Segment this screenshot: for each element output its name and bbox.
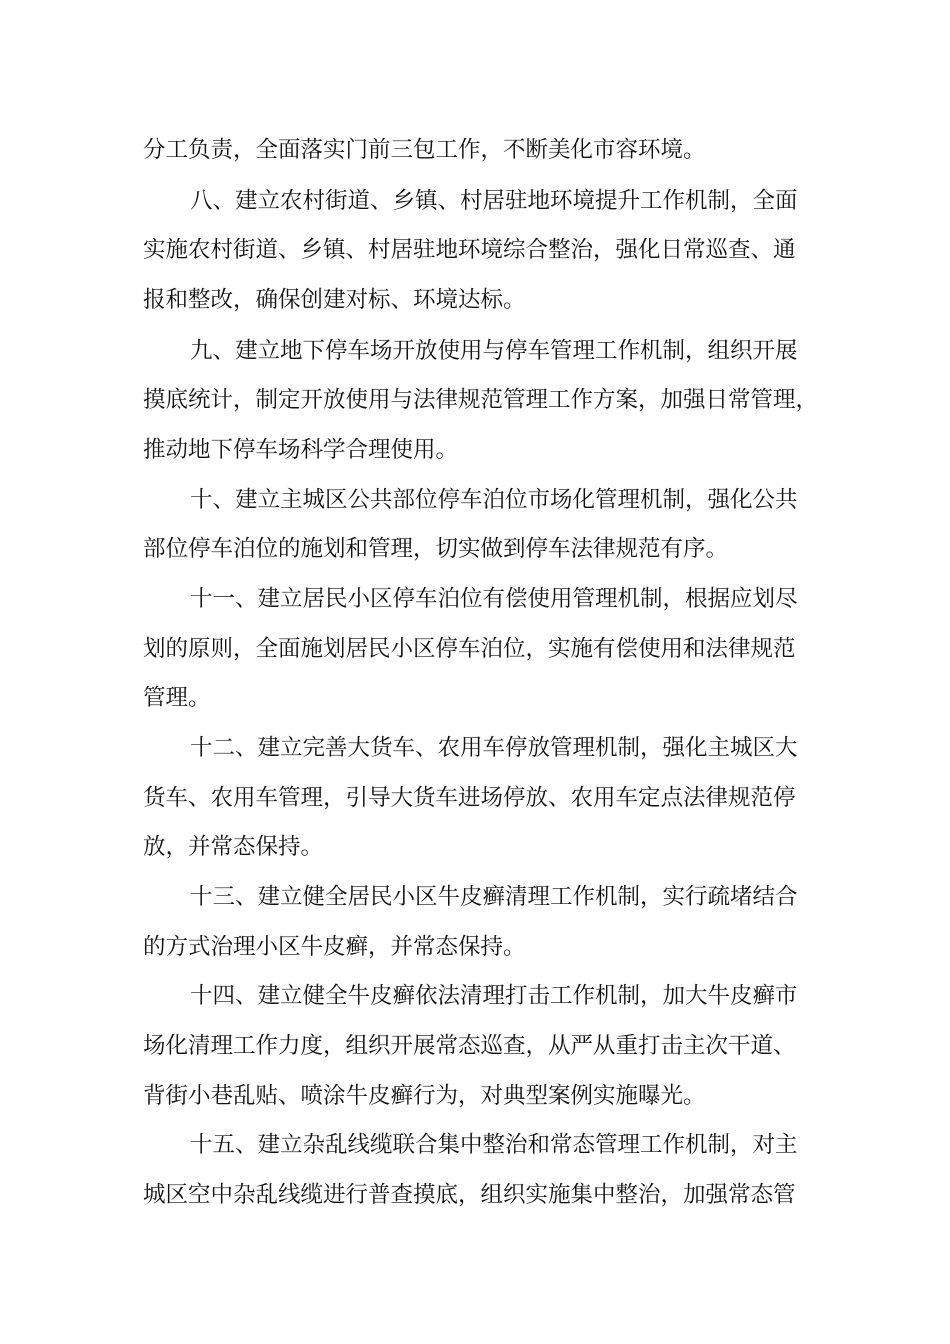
text-line: 划的原则，全面施划居民小区停车泊位，实施有偿使用和法律规范 xyxy=(143,636,796,662)
text-line: 货车、农用车管理，引导大货车进场停放、农用车定点法律规范停 xyxy=(143,785,796,811)
text-line: 部位停车泊位的施划和管理，切实做到停车法律规范有序。 xyxy=(143,536,729,562)
paragraph-14-line: 十四、建立健全牛皮癣依法清理打击工作机制，加大牛皮癣市 xyxy=(190,983,798,1009)
text-line: 分工负责，全面落实门前三包工作，不断美化市容环境。 xyxy=(143,137,706,163)
paragraph-12-line: 十二、建立完善大货车、农用车停放管理机制，强化主城区大 xyxy=(190,735,798,761)
text-line: 推动地下停车场科学合理使用。 xyxy=(143,437,459,463)
paragraph-8-line: 八、建立农村街道、乡镇、村居驻地环境提升工作机制，全面 xyxy=(190,188,798,214)
paragraph-9-line: 九、建立地下停车场开放使用与停车管理工作机制，组织开展 xyxy=(190,338,798,364)
text-line: 实施农村街道、乡镇、村居驻地环境综合整治，强化日常巡查、通 xyxy=(143,237,796,263)
paragraph-10-line: 十、建立主城区公共部位停车泊位市场化管理机制，强化公共 xyxy=(190,487,798,513)
text-line: 场化清理工作力度，组织开展常态巡查，从严从重打击主次干道、 xyxy=(143,1033,796,1059)
text-line: 报和整改，确保创建对标、环境达标。 xyxy=(143,287,526,313)
text-line: 摸底统计，制定开放使用与法律规范管理工作方案，加强日常管理， xyxy=(143,387,819,413)
text-line: 的方式治理小区牛皮癣，并常态保持。 xyxy=(143,934,526,960)
paragraph-13-line: 十三、建立健全居民小区牛皮癣清理工作机制，实行疏堵结合 xyxy=(190,884,798,910)
text-line: 城区空中杂乱线缆进行普查摸底，组织实施集中整治，加强常态管 xyxy=(143,1182,796,1208)
text-line: 背街小巷乱贴、喷涂牛皮癣行为，对典型案例实施曝光。 xyxy=(143,1083,706,1109)
paragraph-15-line: 十五、建立杂乱线缆联合集中整治和常态管理工作机制，对主 xyxy=(190,1132,798,1158)
paragraph-11-line: 十一、建立居民小区停车泊位有偿使用管理机制，根据应划尽 xyxy=(190,586,798,612)
text-line: 放，并常态保持。 xyxy=(143,834,324,860)
text-line: 管理。 xyxy=(143,685,211,711)
